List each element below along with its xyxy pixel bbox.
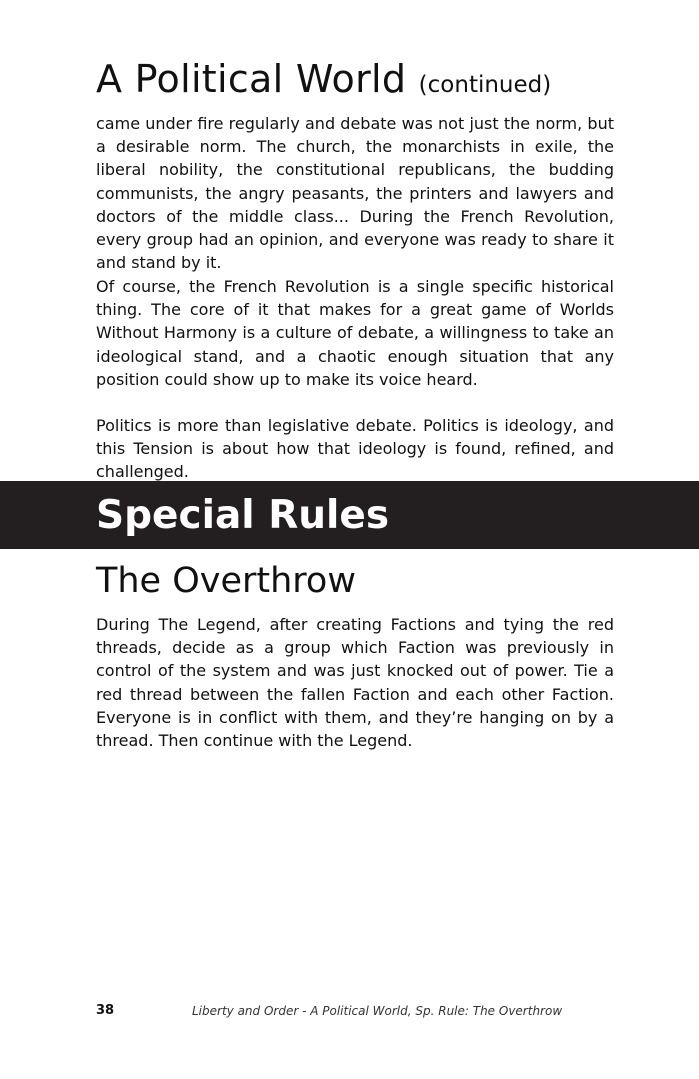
special-rules-band bbox=[0, 481, 699, 549]
body-paragraph-3: Politics is more than legislative debate. Politics is ideology, and this Tension is about how that ideology is found, refined, and challenged. bbox=[96, 416, 614, 482]
body-paragraph-1: came under fire regularly and debate was not just the norm, but a desirable norm. The church, the monarchists in exile, the liberal nobility, the constitutional republicans, the budding communists, the angry peasants, the printers and lawyers and doctors of the middle class... During the French Revolution, every group had an opinion, and everyone was ready to share it and stand by it. bbox=[96, 114, 614, 273]
running-footer: Liberty and Order - A Political World, Sp. Rule: The Overthrow bbox=[192, 1004, 563, 1018]
special-rules-title: Special Rules bbox=[96, 493, 390, 538]
section-heading-title: A Political World bbox=[96, 57, 407, 101]
section-heading bbox=[96, 56, 616, 108]
rule-title: The Overthrow bbox=[96, 561, 356, 601]
body-paragraph-2: Of course, the French Revolution is a single specific historical thing. The core of it that makes for a great game of Worlds Without Harmony is a culture of debate, a willingness to take an ideological stand, and a chaotic enough situation that any position could show up to make its voice heard. bbox=[96, 277, 614, 389]
section-heading-suffix: (continued) bbox=[418, 72, 552, 98]
page-number: 38 bbox=[96, 1003, 115, 1018]
rule-text: During The Legend, after creating Factions and tying the red threads, decide as a group which Faction was previously in control of the system and was just knocked out of power. Tie a red thread between the fallen Faction and each other Faction. Everyone is in conflict with them, and they’re hanging on by a thread. Then continue with the Legend. bbox=[96, 615, 614, 751]
